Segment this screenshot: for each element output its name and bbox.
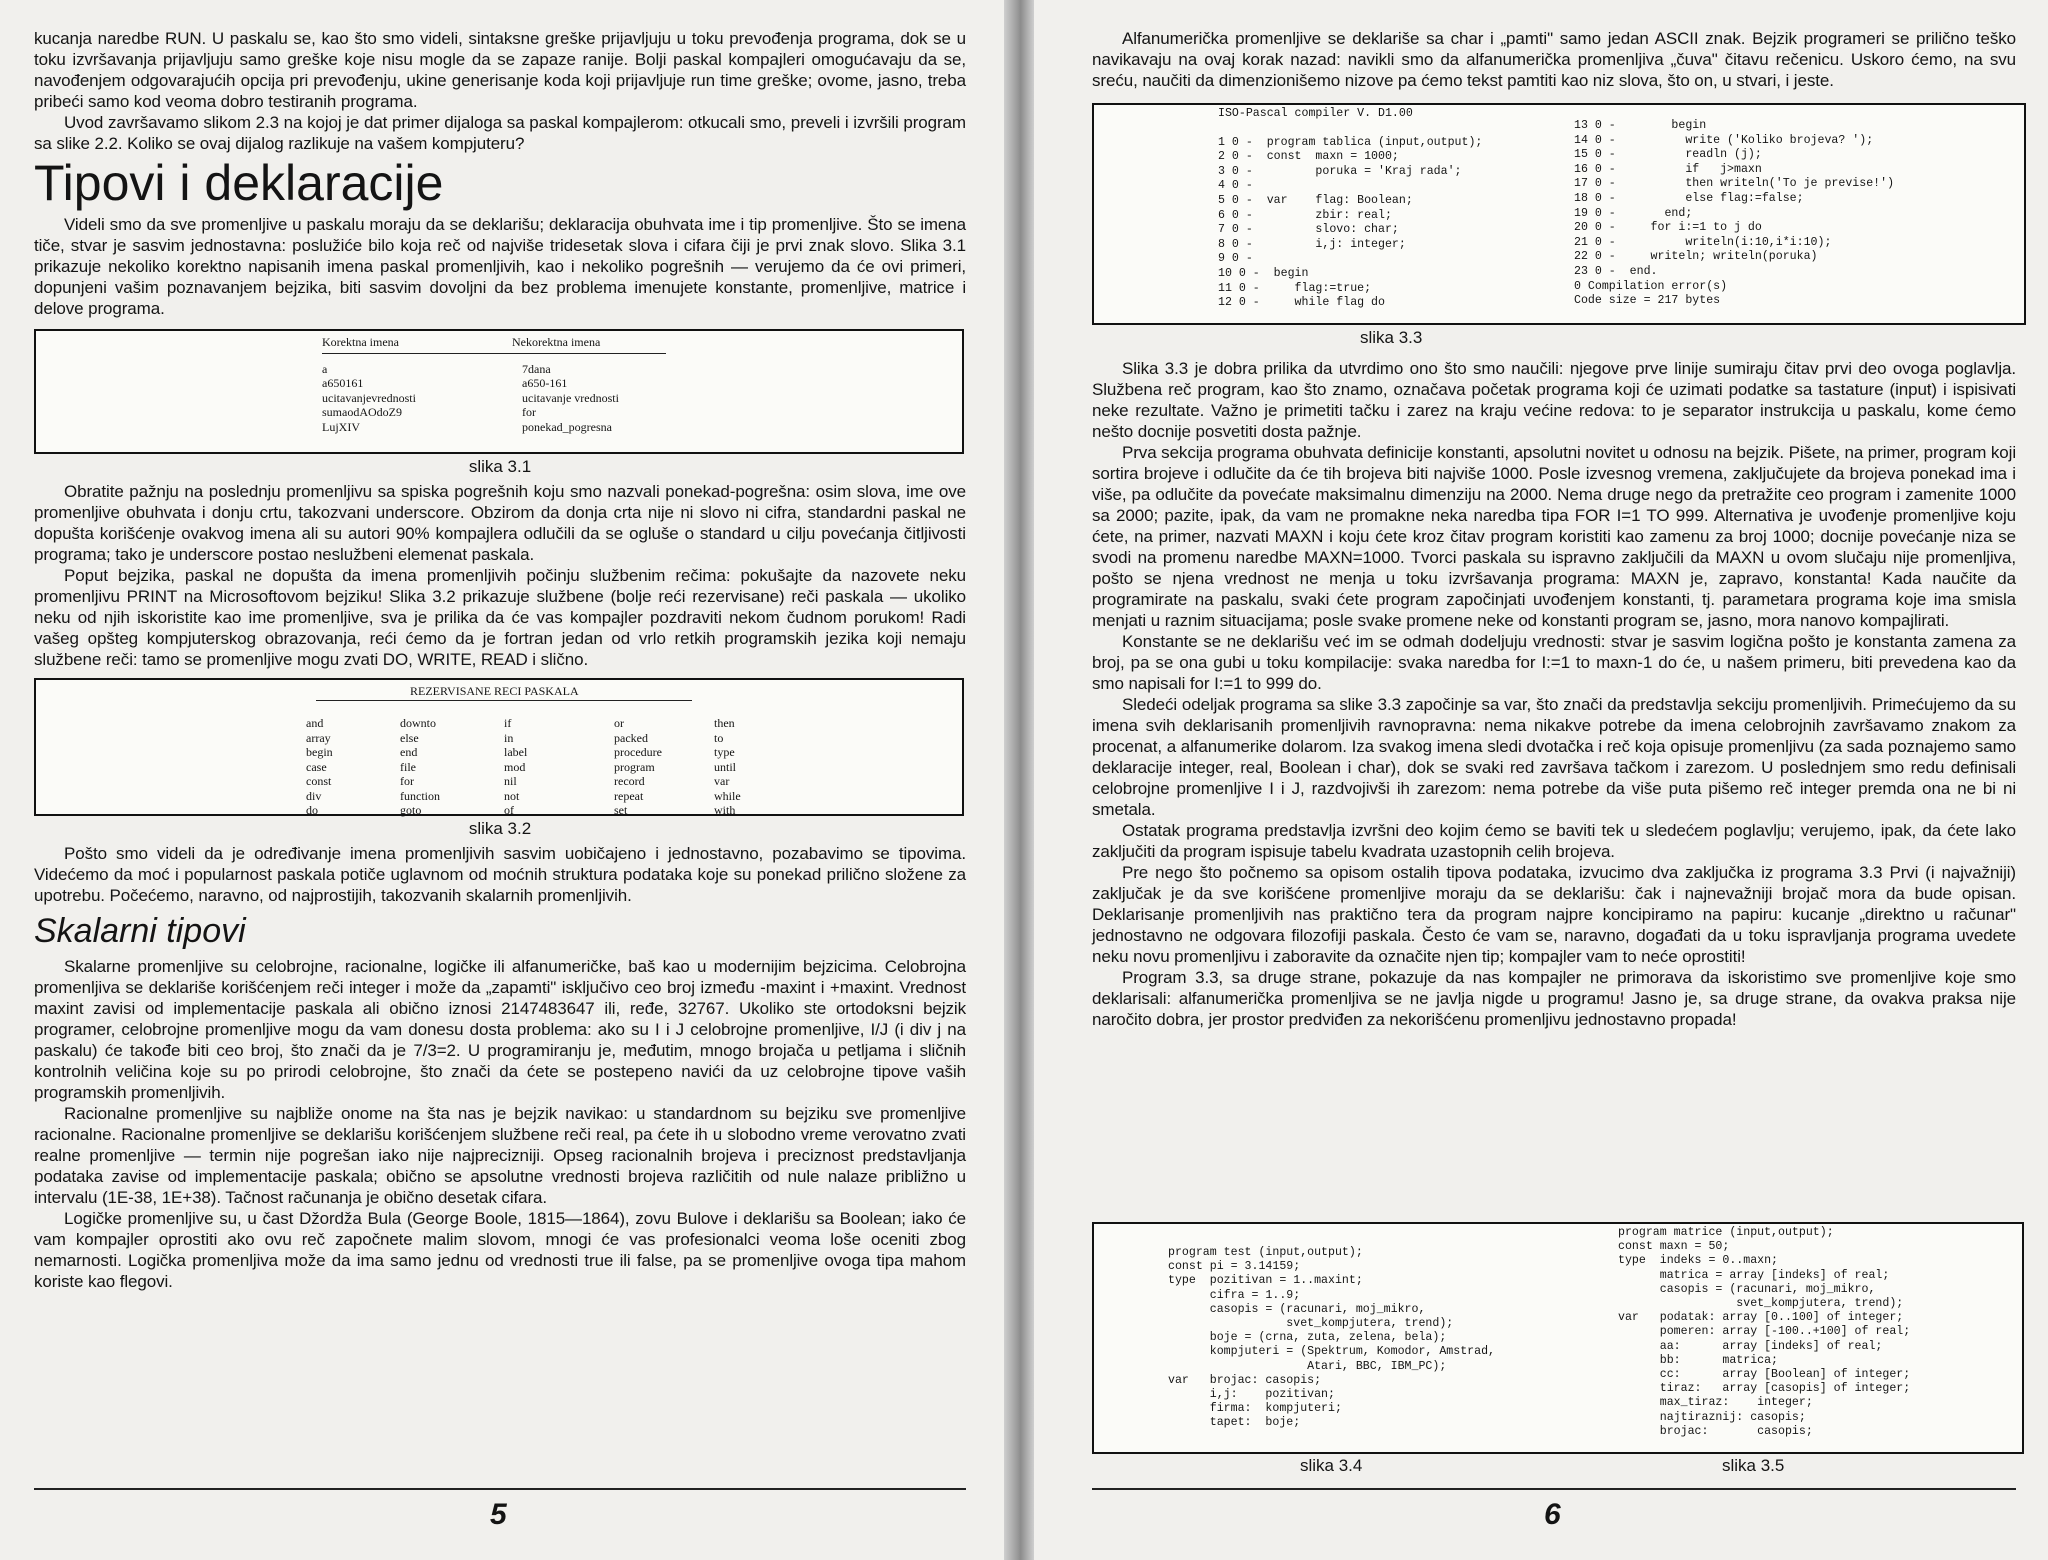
header-rule xyxy=(322,353,666,354)
reserved-word: in xyxy=(504,730,514,745)
reserved-word: while xyxy=(714,788,741,803)
reserved-word: type xyxy=(714,745,735,759)
table-row xyxy=(306,716,798,731)
reserved-word: until xyxy=(714,759,737,774)
body-paragraph: Konstante se ne deklarišu već im se odmah dodeljuju vrednosti: stvar je sasvim logična pošto je konstanta zamena za broj, pa se ona gubi u toku kompilacije: svaka naredba for I:=1 to maxn-1 do će, u našem primeru, biti prevedena kao da smo napisali for I:=1 to 999 do. xyxy=(1092,632,2016,693)
body-paragraph: Ostatak programa predstavlja izvršni deo kojim ćemo se baviti tek u sledećem poglavlju; verujemo, ipak, da ćete lako zaključiti da program ispisuje tabelu kvadrata uzastopnih celih brojeva. xyxy=(1092,821,2016,861)
table-row xyxy=(306,774,798,789)
reserved-word: var xyxy=(714,774,730,788)
reserved-word: or xyxy=(614,716,624,730)
code-line: 21 0 - writeln(i:10,i*i:10); xyxy=(1574,235,1832,249)
reserved-word: label xyxy=(504,745,528,759)
body-paragraph: Obratite pažnju na poslednju promenljivu sa spiska pogrešnih koju smo nazvali ponekad-pogrešna: osim slova, ime ove promenljive obuhvata i donju crtu, takozvani underscore. Obzirom da donja crta nije ni slovo ni cifra, standardni paskal ne dopušta korišćenje ovakvog imena ali su autori 90% kompajlera odlučili da se oglušе o standard u cilju povećanja čitljivosti programa; tako je underscore postao neslužbeni elemenat paskala. xyxy=(34,482,966,564)
figure-3-3 xyxy=(1092,103,2026,325)
reserved-word: then xyxy=(714,716,735,730)
header-incorrect-names: Nekorektna imena xyxy=(512,335,601,349)
reserved-words-table xyxy=(306,716,798,818)
intro-paragraph: Alfanumerička promenljive se deklariše sa char i „pamti" samo jedan ASCII znak. Bejzik programeri se prilično teško navikavaju na ovaj korak nazad: navikli smo da alfanumerička promenljiva „čuva" čitavu rečenicu. Uskoro ćemo, na svu sreću, naučiti da dimenzionišemo nizove pa ćemo tekst pamtiti kao niz slova, što on, u stvari, i jeste. xyxy=(1092,29,2016,90)
code-line: 11 0 - flag:=true; xyxy=(1218,281,1372,295)
table-row xyxy=(306,803,798,818)
code-line: tapet: boje; xyxy=(1168,1416,1301,1430)
code-line: i,j: pozitivan; xyxy=(1168,1388,1335,1402)
code-line: pomeren: array [-100..+100] of real; xyxy=(1618,1325,1911,1339)
code-line: program matrice (input,output); xyxy=(1618,1226,1834,1239)
reserved-word: with xyxy=(714,803,736,817)
code-line: 13 0 - begin xyxy=(1574,119,1707,132)
code-line: 20 0 - for i:=1 to j do xyxy=(1574,221,1762,235)
code-line: const maxn = 50; xyxy=(1618,1240,1730,1254)
code-line: type indeks = 0..maxn; xyxy=(1618,1254,1779,1268)
code-line: casopis = (racunari, moj_mikro, xyxy=(1168,1302,1426,1316)
listing-right-column xyxy=(1574,119,1894,309)
footer-rule xyxy=(1092,1488,2016,1490)
reserved-word: end xyxy=(400,745,418,759)
code-line: najtiraznij: casopis; xyxy=(1618,1410,1806,1424)
code-line: 6 0 - zbir: real; xyxy=(1218,208,1392,222)
code-line: 14 0 - write ('Koliko brojeva? '); xyxy=(1574,133,1874,147)
list-item: a650161 xyxy=(322,376,364,391)
section-paragraph: Racionalne promenljive su najbliže onome na šta nas je bejzik navikao: u standardnom su bejziku sve promenljive racionalne. Racionalne promenljive se deklarišu korišćenjem službene reči real, pa ćete ih u slobodno vreme verovatno zvati realne promenljive — termin nije pogrešan iako nije najprecizniji. Opseg racionalnih brojeva i preciznost predstavljanja podataka zavise od implementacije paskala; obično se apsolutne vrednosti brojeva različitih od nule nalaze približno u intervalu (1E-38, 1E+38). Tačnost računanja je obično desetak cifara. xyxy=(34,1104,966,1207)
figure-caption: slika 3.2 xyxy=(468,819,532,838)
body-paragraph: Poput bejzika, paskal ne dopušta da imena promenljivih počinju službenim rečima: pokušajte da nazovete neku promenljivu PRINT na Microsoftovom bejziku! Slika 3.2 prikazuje službene (bolje reći rezervisane) reči paskala — ukoliko neku od njih iskoristite kao ime promenljive, sva je prilika da će vas kompajler pozdraviti nekom čudnom porukom! Radi vašeg opšteg kompjuterskog obrazovanja, reći ćemo da je fortran jedan od vrlo retkih programskih jezika koji nemaju službene reči: tamo se promenljive mogu zvati DO, WRITE, READ i slično. xyxy=(34,566,966,669)
reserved-word: and xyxy=(306,716,324,730)
reserved-word: procedure xyxy=(614,745,662,759)
section-paragraph: Skalarne promenljive su celobrojne, racionalne, logičke ili alfanumeričke, baš kao u modernijim bejzicima. Celobrojna promenljiva se deklariše korišćenjem reči integer i može da „zapamti" isključivo ceo broj između -maxint i +maxint. Vrednost maxint zavisi od implementacije paskala ali obično iznosi 2147483647 ili, ređe, 32767. Ukoliko ste ortodoksni bejzik programer, celobrojne promenljive mogu da vam donesu dosta problema: ako su I i J celobrojne promenljive, I/J (i div j na paskalu) će takođe biti ceo broj, što znači da je 7/3=2. U programiranju je, međutim, mnogo brojača u petljama i sličnih kontrolnih veličina koje su po prirodi celobrojne, što znači da ćete se postepeno navići da uz celobrojne tipove vaših programskih promenljivih. xyxy=(34,957,966,1102)
code-line: boje = (crna, zuta, zelena, bela); xyxy=(1168,1331,1447,1345)
title-rule xyxy=(316,700,692,701)
compiler-header: ISO-Pascal compiler V. D1.00 xyxy=(1218,107,1413,120)
list-item: ucitavanje vrednosti xyxy=(522,390,619,405)
code-line: 10 0 - begin xyxy=(1218,266,1309,280)
table-row xyxy=(306,731,798,746)
reserved-word: if xyxy=(504,716,512,730)
reserved-word: case xyxy=(306,759,327,774)
code-line: 19 0 - end; xyxy=(1574,206,1693,220)
left-page xyxy=(0,0,1004,1560)
reserved-word: file xyxy=(400,759,416,774)
reserved-word: downto xyxy=(400,716,436,730)
code-line: Atari, BBC, IBM_PC); xyxy=(1168,1359,1447,1373)
section-title: Skalarni tipovi xyxy=(34,912,246,950)
code-line: 4 0 - xyxy=(1218,179,1253,193)
code-line: max_tiraz: integer; xyxy=(1618,1396,1813,1410)
code-line: 15 0 - readln (j); xyxy=(1574,148,1762,162)
footer-rule xyxy=(34,1488,966,1490)
list-item: LujXIV xyxy=(322,419,360,434)
figure-caption: slika 3.1 xyxy=(468,457,532,476)
body-paragraph: Slika 3.3 je dobra prilika da utvrdimo ono što smo naučili: njegove prve linije sumiraju čitav prvi deo ovoga poglavlja. Službena reč program, kao što znamo, označava početak programa koji će uzimati podatke sa tastature (input) i ispisivati neke rezultate. Važno je primetiti tačku i zarez na kraju većine redova: to je separator instrukcija u paskalu, kome ćemo nešto docnije posvetiti dosta pažnje. xyxy=(1092,359,2016,441)
code-line: 7 0 - slovo: char; xyxy=(1218,223,1399,237)
list-item: for xyxy=(522,405,536,420)
page-number: 5 xyxy=(490,1498,507,1531)
code-line: 1 0 - program tablica (input,output); xyxy=(1218,135,1483,149)
reserved-word: nil xyxy=(504,774,517,788)
reserved-word: const xyxy=(306,774,332,788)
reserved-word: array xyxy=(306,730,331,745)
list-item: a650-161 xyxy=(522,376,568,391)
reserved-word: set xyxy=(614,803,628,817)
code-line: firma: kompjuteri; xyxy=(1168,1402,1342,1416)
code-line: svet_kompjutera, trend); xyxy=(1618,1297,1904,1311)
reserved-word: mod xyxy=(504,759,526,774)
reserved-word: of xyxy=(504,803,514,817)
code-line: var podatak: array [0..100] of integer; xyxy=(1618,1311,1904,1325)
code-line: aa: array [indeks] of real; xyxy=(1618,1339,1883,1353)
code-line: brojac: casopis; xyxy=(1618,1424,1813,1438)
code-line: 23 0 - end. xyxy=(1574,264,1658,278)
incorrect-names-list xyxy=(522,362,722,435)
reserved-word: not xyxy=(504,788,520,803)
list-item: ucitavanjevrednosti xyxy=(322,390,416,405)
figure-caption: slika 3.3 xyxy=(1360,328,1423,347)
code-line: Code size = 217 bytes xyxy=(1574,294,1721,308)
list-item: 7dana xyxy=(522,361,551,376)
figure-3-1 xyxy=(34,329,964,454)
section-paragraph: Logičke promenljive su, u čast Džordža Bula (George Boole, 1815—1864), zovu Bulove i deklarišu sa Boolean; iako će vam kompajler oprostiti ako ovu reč započnete malim slovom, mnogi će vas profesionalci veoma loše oceniti zbog nemarnosti. Logička promenljiva može da ima samo jednu od vrednosti true ili false, pa se promenljive ovoga tipa mahom koriste kao flegovi. xyxy=(34,1209,966,1291)
reserved-word: to xyxy=(714,730,724,745)
body-paragraph: Pre nego što počnemo sa opisom ostalih tipova podataka, izvucimo dva zaključka iz programa 3.3 Prvi (i najvažniji) zaključak je da sve korišćene promenljive moraju da se deklarišu: čak i najnevažniji brojač mora da bude opisan. Deklarisanje promenljivih nas praktično tera da program najpre koncipiramo na papiru: kucanje „direktno u računar" jednostavno ne odgovara filozofiji paskala. Često će vam se, naravno, događati da u toku ispravljanja programa uvedete neku novu promenljivu i zaboravite da označite njen tip; kompajler vam to neće oprostiti! xyxy=(1092,863,2016,966)
figure-title: REZERVISANE RECI PASKALA xyxy=(410,684,579,698)
reserved-word: repeat xyxy=(614,788,644,803)
figure-caption: slika 3.5 xyxy=(1722,1456,1785,1475)
code-line: const pi = 3.14159; xyxy=(1168,1260,1301,1274)
code-line: 3 0 - poruka = 'Kraj rada'; xyxy=(1218,164,1462,178)
figure-caption: slika 3.4 xyxy=(1300,1456,1363,1475)
reserved-word: div xyxy=(306,788,322,803)
list-item: ponekad_pogresna xyxy=(522,419,612,434)
code-line: 8 0 - i,j: integer; xyxy=(1218,237,1406,251)
list-item: sumaodAOdoZ9 xyxy=(322,405,402,420)
body-paragraph: Pošto smo videli da je određivanje imena promenljivih sasvim uobičajeno i jednostavno, pozabavimo se tipovima. Videćemo da moć i popularnost paskala potiče uglavnom od moćnih struktura podataka koje su ponekad prilično složene za upotrebu. Počećemo, naravno, od najprostijih, takozvanih skalarnih promenljivih. xyxy=(34,844,966,905)
code-line: 2 0 - const maxn = 1000; xyxy=(1218,150,1399,164)
code-line: 0 Compilation error(s) xyxy=(1574,279,1728,293)
reserved-word: do xyxy=(306,803,318,817)
reserved-word: program xyxy=(614,759,655,774)
code-line: casopis = (racunari, moj_mikro, xyxy=(1618,1282,1876,1296)
code-line: 9 0 - xyxy=(1218,252,1253,266)
body-paragraph: Program 3.3, sa druge strane, pokazuje da nas kompajler ne primorava da iskoristimo sve promenljive koje smo deklarisali: alfanumerička promenljiva se ne javlja nigde u programu! Jasno je, sa druge strane, da ovakva praksa nije naročito dobra, jer prostor predviđen za nekorišćenu promenljivu jednostavno propada! xyxy=(1092,968,2016,1029)
reserved-word: for xyxy=(400,774,414,788)
intro-paragraph: kucanja naredbe RUN. U paskalu se, kao što smo videli, sintaksne greške prijavljuju u toku prevođenja programa, dok se u toku izvršavanja prijavljuju samo greške koje nisu mogle da se zapaze ranije. Bolji paskal kompajleri omogućavaju da se, navođenjem odgovarajućih opcija pri prevođenju, ukine generisanje koda koji prijavljuje run time greške; ovome, jasno, treba pribeći samo kod veoma dobro testiranih programa. xyxy=(34,29,966,111)
code-line: 22 0 - writeln; writeln(poruka) xyxy=(1574,250,1818,264)
code-line: bb: matrica; xyxy=(1618,1353,1779,1367)
table-row xyxy=(306,789,798,804)
page-number: 6 xyxy=(1544,1498,1561,1531)
book-gutter xyxy=(1004,0,1034,1560)
figure-3-2 xyxy=(34,678,964,816)
reserved-word: record xyxy=(614,774,645,788)
code-line: var brojac: casopis; xyxy=(1168,1373,1322,1387)
table-row xyxy=(306,760,798,775)
chapter-paragraph: Videli smo da sve promenljive u paskalu moraju da se deklarišu; deklaracija obuhvata ime i tip promenljive. Što se imena tiče, stvar je sasvim jednostavna: poslužiće bilo koja reč od najviše tridesetak slova i cifara čiji je prvi znak slovo. Slika 3.1 prikazuje nekoliko korektno napisanih imena paskal promenljivih, kao i nekoliko pogrešnih — verujemo da će ovi primeri, dopunjeni vašim poznavanjem bejzika, biti sasvim dovoljni da bez problema imenujete konstante, promenljive, matrice i delove programa. xyxy=(34,215,966,318)
body-paragraph: Prva sekcija programa obuhvata definicije konstanti, apsolutni novitet u odnosu na bejzik. Pišete, na primer, program koji sortira brojeve i odlučite da će tih brojeva biti najviše 1000. Posle izvesnog vremena, zaključujete da brojeva ponekad ima i više, pa odlučite da povećate maksimalnu dimenziju na 2000. Nema druge nego da pretražite ceo program i zamenite 1000 sa 2000; pazite, ipak, da vam ne promakne neka naredba tipa FOR I=1 TO 999. Alternativa je uvođenje promenljive koju ćete, na primer, nazvati MAXN i koju ćete kroz čitav program koristiti kao zamenu za broj 1000; docnije povećanje niza se svodi na promenu naredbe MAXN=1000. Tvorci paskala su ispravno zaključili da MAXN u ovom slučaju nije promenljiva, pošto se njena vrednost ne menja u toku izvršavanja programa: MAXN je, zapravo, konstanta! Kada naučite da programirate na paskalu, svaki ćete program započinjati uvođenjem konstanti, tj. parametara programa koje ima smisla menjati u raznim situacijama; posle svake promene neke od konstanti program se, jasno, mora nanovo kompajlirati. xyxy=(1092,443,2017,630)
chapter-title: Tipovi i deklaracije xyxy=(34,155,444,211)
intro-paragraph: Uvod završavamo slikom 2.3 na kojoj je dat primer dijaloga sa paskal kompajlerom: otkucali smo, preveli i izvršili program sa slike 2.2. Koliko se ovaj dijalog razlikuje na vašem kompjuteru? xyxy=(34,113,966,153)
list-item: a xyxy=(322,361,328,376)
code-line: 16 0 - if j>maxn xyxy=(1574,162,1762,176)
code-line: svet_kompjutera, trend); xyxy=(1168,1317,1454,1331)
reserved-word: packed xyxy=(614,730,648,745)
code-line: matrica = array [indeks] of real; xyxy=(1618,1268,1890,1282)
listing-left-column xyxy=(1218,136,1482,311)
reserved-word: begin xyxy=(306,745,333,759)
header-correct-names: Korektna imena xyxy=(322,335,399,349)
code-line: 17 0 - then writeln('To je previse!') xyxy=(1574,177,1895,191)
right-page xyxy=(1034,0,2048,1560)
code-line: 5 0 - var flag: Boolean; xyxy=(1218,193,1413,207)
code-line: cifra = 1..9; xyxy=(1168,1288,1301,1302)
code-line: tiraz: array [casopis] of integer; xyxy=(1618,1382,1911,1396)
code-line: kompjuteri = (Spektrum, Komodor, Amstrad, xyxy=(1168,1345,1495,1359)
reserved-word: function xyxy=(400,788,440,803)
code-line: 18 0 - else flag:=false; xyxy=(1574,191,1804,205)
code-line: type pozitivan = 1..maxint; xyxy=(1168,1274,1363,1288)
code-line: 12 0 - while flag do xyxy=(1218,296,1385,310)
code-line: cc: array [Boolean] of integer; xyxy=(1618,1368,1911,1382)
correct-names-list xyxy=(322,362,522,435)
body-paragraph: Sledeći odeljak programa sa slike 3.3 započinje sa var, što znači da predstavlja sekciju promenljivih. Primećujemo da su imena svih deklarisanih promenljivih ravnopravna: nema nikakve potrebe da imena celobrojnih završavamo znakom za procenat, a alfanumerike dolarom. Iza svakog imena sledi dvotačka i reč koja opisuje promenljivu (za sada poznajemo samo deklaracije integer, real, Boolean i char), dok se svaki red završava tačkom i zarezom. U poslednjem smo redu definisali celobrojne promenljive I i J, razdvojivši ih zarezom: nema potrebe da više puta pišemo reč integer premda ona ne bi ni smetala. xyxy=(1092,695,2016,819)
reserved-word: goto xyxy=(400,803,422,817)
code-line: program test (input,output); xyxy=(1168,1246,1363,1259)
reserved-word: else xyxy=(400,730,419,745)
table-row xyxy=(306,745,798,760)
